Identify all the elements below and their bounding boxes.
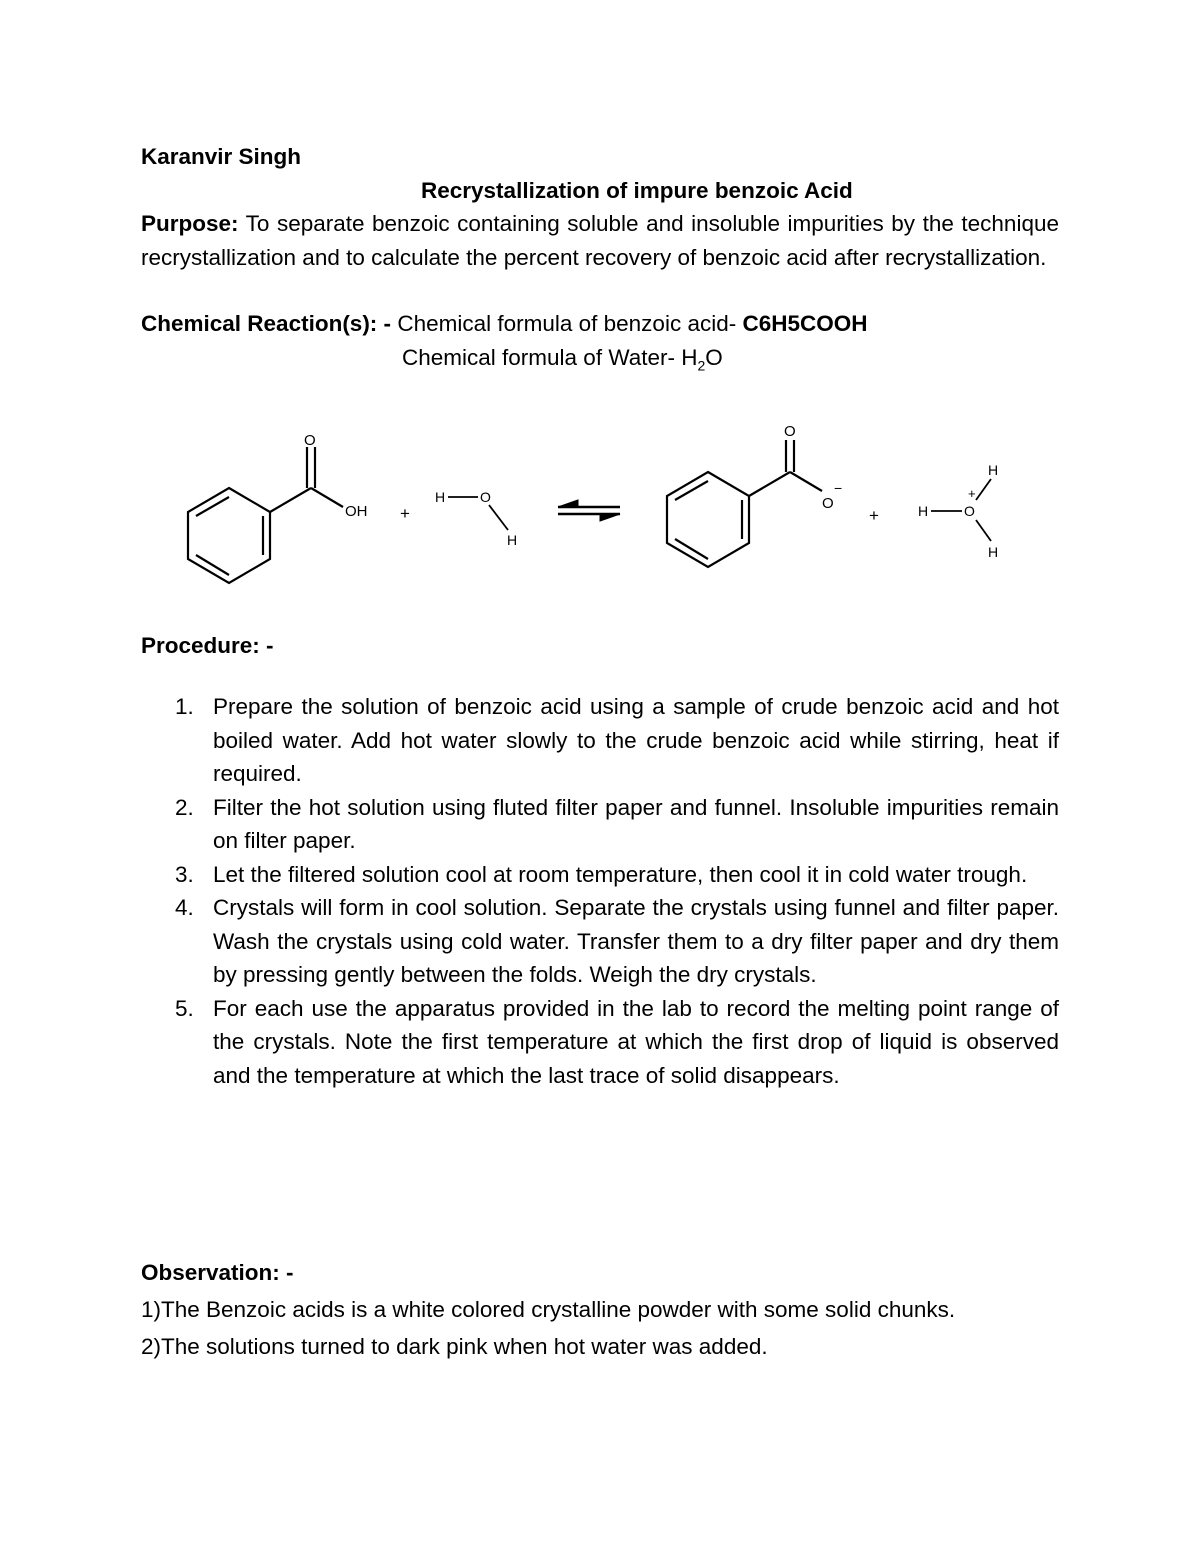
water-oxygen: O — [480, 489, 491, 505]
benzoate-negative-charge: − — [834, 480, 843, 496]
procedure-step-number: 3. — [175, 861, 194, 887]
benzoic-acid-structure — [188, 447, 343, 583]
hydronium-hydrogen-left: H — [918, 503, 929, 519]
benzoate-structure — [667, 440, 822, 567]
benzoate-oxygen: O — [822, 495, 834, 512]
water-formula-prefix: Chemical formula of Water- H — [402, 344, 698, 370]
hydronium-oxygen: O — [964, 503, 975, 519]
procedure-step — [141, 858, 1059, 892]
procedure-step-text: Prepare the solution of benzoic acid using a sample of crude benzoic acid and hot boiled water. Add hot water slowly to the crude benzoic acid while stirring, heat if required. — [213, 694, 1059, 786]
hydronium-structure — [931, 479, 991, 541]
procedure-step-number: 4. — [175, 895, 194, 920]
procedure-step-number: 5. — [175, 995, 194, 1021]
purpose-paragraph — [141, 207, 1059, 274]
procedure-step — [141, 791, 1059, 858]
plus-sign-2: + — [869, 506, 879, 525]
chemical-water-line — [141, 341, 1059, 383]
author-name: Karanvir Singh — [141, 144, 302, 169]
chemical-label: Chemical Reaction(s): - — [141, 311, 392, 336]
procedure-step-text: Let the filtered solution cool at room temperature, then cool it in cold water trough. — [213, 861, 1028, 887]
benzoate-carbonyl-oxygen: O — [784, 423, 796, 440]
procedure-step-text: Crystals will form in cool solution. Separate the crystals using funnel and filter paper. Wash the crystals using cold water. Transfer them to a dry filter paper and dry them by pressing gently between the folds. Weigh the dry crystals. — [213, 895, 1059, 987]
water-hydrogen-left: H — [435, 489, 446, 505]
hydronium-hydrogen-top: H — [988, 462, 999, 478]
procedure-step-number: 1. — [175, 694, 194, 719]
water-formula-subscript: 2 — [697, 357, 706, 373]
hydronium-hydrogen-bottom: H — [988, 544, 999, 560]
procedure-list — [141, 690, 1059, 1092]
procedure-step-number: 2. — [175, 794, 194, 820]
procedure-heading: Procedure: - — [141, 633, 274, 658]
procedure-step — [141, 690, 1059, 791]
benzoic-hydroxyl-label: OH — [345, 503, 368, 520]
water-hydrogen-bottom: H — [507, 532, 518, 548]
document-title: Recrystallization of impure benzoic Acid — [421, 177, 853, 203]
benzoic-formula: C6H5COOH — [742, 311, 868, 336]
observation-item: 1)The Benzoic acids is a white colored crystalline powder with some solid chunks. — [141, 1297, 956, 1322]
water-formula-suffix: O — [705, 344, 723, 370]
procedure-step-text: Filter the hot solution using fluted filter paper and funnel. Insoluble impurities remain on filter paper. — [213, 794, 1059, 853]
observation-section — [141, 1254, 1059, 1365]
water-structure — [448, 497, 508, 530]
procedure-step-text: For each use the apparatus provided in the lab to record the melting point range of the crystals. Note the first temperature at which the first drop of liquid is observed and the temperature at which the last trace of solid disappears. — [213, 995, 1059, 1088]
plus-sign-1: + — [400, 504, 410, 523]
hydronium-positive-charge: + — [968, 486, 976, 501]
observation-item: 2)The solutions turned to dark pink when hot water was added. — [141, 1334, 768, 1359]
purpose-label: Purpose: — [141, 211, 239, 236]
procedure-step — [141, 891, 1059, 992]
procedure-step — [141, 992, 1059, 1093]
reaction-scheme — [0, 420, 1200, 600]
chemical-benzoic-line — [141, 307, 1059, 341]
benzoic-formula-prefix: Chemical formula of benzoic acid- — [391, 311, 743, 336]
document-header-section — [141, 140, 1059, 383]
observation-heading: Observation: - — [141, 1260, 294, 1285]
benzoic-carbonyl-oxygen: O — [304, 432, 316, 449]
purpose-text: To separate benzoic containing soluble and insoluble impurities by the technique recrystallization and to calculate the percent recovery of benzoic acid after recrystallization. — [141, 211, 1059, 270]
equilibrium-arrow-icon — [558, 500, 620, 521]
